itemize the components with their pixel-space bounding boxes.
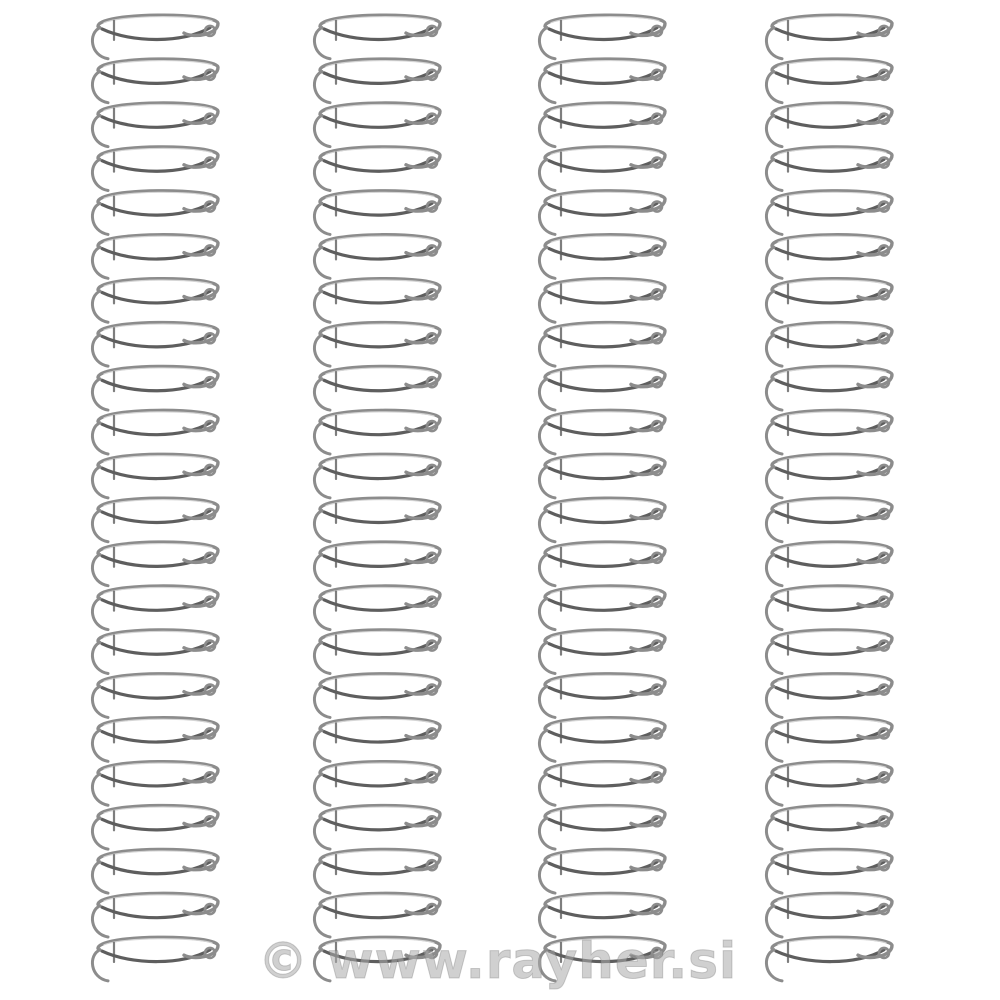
wire-loop (766, 103, 892, 147)
wire-loop (314, 279, 440, 323)
wire-loop (314, 454, 440, 498)
wire-loop (92, 586, 218, 630)
wire-loop (314, 674, 440, 718)
wire-loop (92, 806, 218, 850)
wire-loop (539, 542, 665, 586)
wire-loop (766, 323, 892, 367)
wire-loop (766, 937, 892, 981)
wire-loop (766, 762, 892, 806)
wire-loop (92, 410, 218, 454)
wire-loop (314, 586, 440, 630)
wire-loop (92, 454, 218, 498)
wire-loop (92, 849, 218, 893)
wire-loop (539, 849, 665, 893)
wire-loop (539, 323, 665, 367)
wire-loop (92, 191, 218, 235)
wire-loop (539, 806, 665, 850)
wire-loop (314, 410, 440, 454)
wire-loop (314, 762, 440, 806)
wire-loop (766, 893, 892, 937)
wire-loop (314, 718, 440, 762)
wire-loop (92, 15, 218, 59)
wire-loop (766, 498, 892, 542)
wire-loop (314, 15, 440, 59)
wire-loop (92, 630, 218, 674)
wire-loop (539, 893, 665, 937)
wire-loop (766, 15, 892, 59)
wire-loop (92, 323, 218, 367)
wire-loop (314, 849, 440, 893)
wire-loop (539, 366, 665, 410)
wire-loop (314, 147, 440, 191)
wire-loop (92, 147, 218, 191)
wire-loop (539, 630, 665, 674)
wire-loop (766, 806, 892, 850)
wire-loop (539, 191, 665, 235)
wire-loop (539, 586, 665, 630)
wire-loop (539, 762, 665, 806)
wire-spiral (92, 15, 218, 981)
wire-loop (92, 235, 218, 279)
wire-loop (766, 59, 892, 103)
wire-loop (314, 630, 440, 674)
wire-spiral (766, 15, 892, 981)
wire-loop (766, 542, 892, 586)
wire-loop (539, 235, 665, 279)
wire-spiral (539, 15, 665, 981)
wire-loop (314, 191, 440, 235)
wire-loop (92, 893, 218, 937)
wire-loop (766, 366, 892, 410)
wire-loop (766, 279, 892, 323)
wire-loop (766, 454, 892, 498)
wire-loop (539, 674, 665, 718)
wire-loop (539, 454, 665, 498)
wire-loop (314, 366, 440, 410)
wire-loop (92, 103, 218, 147)
wire-loop (766, 147, 892, 191)
spirals-group (92, 15, 892, 981)
wire-loop (539, 937, 665, 981)
wire-loop (766, 630, 892, 674)
wire-loop (92, 498, 218, 542)
wire-loop (314, 235, 440, 279)
wire-loop (314, 542, 440, 586)
wire-loop (539, 718, 665, 762)
wire-loop (539, 59, 665, 103)
wire-loop (314, 893, 440, 937)
wire-loop (92, 937, 218, 981)
wire-loop (766, 718, 892, 762)
wire-loop (314, 323, 440, 367)
wire-loop (314, 937, 440, 981)
wire-loop (766, 410, 892, 454)
wire-loop (766, 849, 892, 893)
wire-loop (92, 674, 218, 718)
wire-loop (539, 498, 665, 542)
wire-loop (539, 103, 665, 147)
wire-loop (539, 15, 665, 59)
wire-loop (766, 674, 892, 718)
wire-loop (766, 191, 892, 235)
wire-loop (92, 542, 218, 586)
wire-loop (539, 279, 665, 323)
wire-loop (766, 235, 892, 279)
wire-loop (766, 586, 892, 630)
wire-loop (539, 147, 665, 191)
wire-spiral (314, 15, 440, 981)
wire-loop (92, 279, 218, 323)
wire-loop (314, 498, 440, 542)
wire-loop (314, 59, 440, 103)
wire-loop (92, 718, 218, 762)
wire-loop (314, 806, 440, 850)
wire-loop (92, 59, 218, 103)
wire-loop (314, 103, 440, 147)
wire-loop (92, 762, 218, 806)
wire-loop (92, 366, 218, 410)
watermark-text: © www.rayher.si (258, 932, 738, 990)
wire-loop (539, 410, 665, 454)
